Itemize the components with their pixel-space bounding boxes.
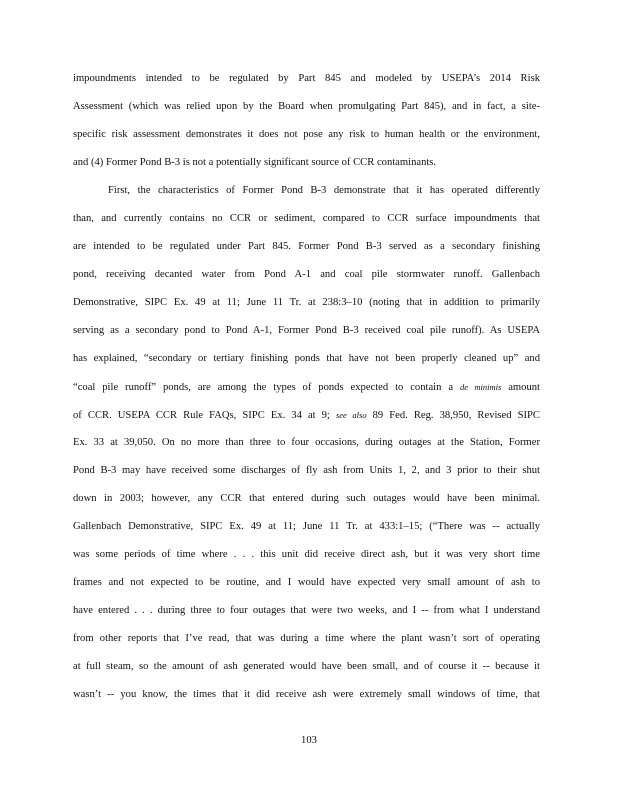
body-line-3: specific risk assessment demonstrates it does not pose any risk to human health or the environment, (73, 129, 540, 140)
body-line-13-text: of CCR. USEPA CCR Rule FAQs, SIPC Ex. 34 at 9; (73, 410, 330, 421)
page-number: 103 (301, 735, 317, 746)
body-line-14: Ex. 33 at 39,050. On no more than three to four occasions, during outages at the Station, Former (73, 437, 540, 448)
body-line-22: at full steam, so the amount of ash generated would have been small, and of course it -- because it (73, 661, 540, 672)
body-line-5: First, the characteristics of Former Pond B-3 demonstrate that it has operated differently (108, 185, 540, 196)
body-line-12-text: “coal pile runoff” ponds, are among the types of ponds expected to contain a (73, 382, 454, 393)
body-line-18: was some periods of time where . . . this unit did receive direct ash, but it was very short time (73, 549, 540, 560)
body-line-20: have entered . . . during three to four outages that were two weeks, and I -- from what I understand (73, 605, 540, 616)
body-line-9: Demonstrative, SIPC Ex. 49 at 11; June 11 Tr. at 238:3–10 (noting that in addition to primarily (73, 297, 540, 308)
body-line-2: Assessment (which was relied upon by the Board when promulgating Part 845), and in fact, a site- (73, 101, 540, 112)
body-line-7: are intended to be regulated under Part 845. Former Pond B-3 served as a secondary finishing (73, 241, 540, 252)
body-line-16: down in 2003; however, any CCR that entered during such outages would have been minimal. (73, 493, 540, 504)
body-line-17: Gallenbach Demonstrative, SIPC Ex. 49 at 11; June 11 Tr. at 433:1–15; (“There was -- actually (73, 521, 540, 532)
body-line-4: and (4) Former Pond B-3 is not a potentially significant source of CCR contaminants. (73, 157, 437, 168)
body-line-23: wasn’t -- you know, the times that it did receive ash were extremely small windows of time, that (73, 689, 540, 700)
de-minimis-italic: de minimis (459, 382, 502, 392)
body-line-15: Pond B-3 may have received some discharges of fly ash from Units 1, 2, and 3 prior to their shut (73, 465, 540, 476)
body-line-6: than, and currently contains no CCR or sediment, compared to CCR surface impoundments that (73, 213, 540, 224)
body-line-13 (73, 408, 540, 423)
amount-word: amount (508, 382, 540, 393)
body-line-1: impoundments intended to be regulated by Part 845 and modeled by USEPA’s 2014 Risk (73, 73, 540, 84)
body-line-21: from other reports that I’ve read, that was during a time where the plant wasn’t sort of operating (73, 633, 540, 644)
fed-reg-citation: 89 Fed. Reg. 38,950, Revised SIPC (372, 410, 540, 421)
body-line-19: frames and not expected to be routine, and I would have expected very small amount of ash to (73, 577, 540, 588)
body-line-8: pond, receiving decanted water from Pond A-1 and coal pile stormwater runoff. Gallenbach (73, 269, 540, 280)
body-line-11: has explained, “secondary or tertiary finishing ponds that have not been properly cleaned up” and (73, 353, 540, 364)
see-also-italic: see also (335, 410, 367, 420)
body-line-10: serving as a secondary pond to Pond A-1, Former Pond B-3 received coal pile runoff). As USEPA (73, 325, 540, 336)
body-line-12 (73, 380, 540, 395)
